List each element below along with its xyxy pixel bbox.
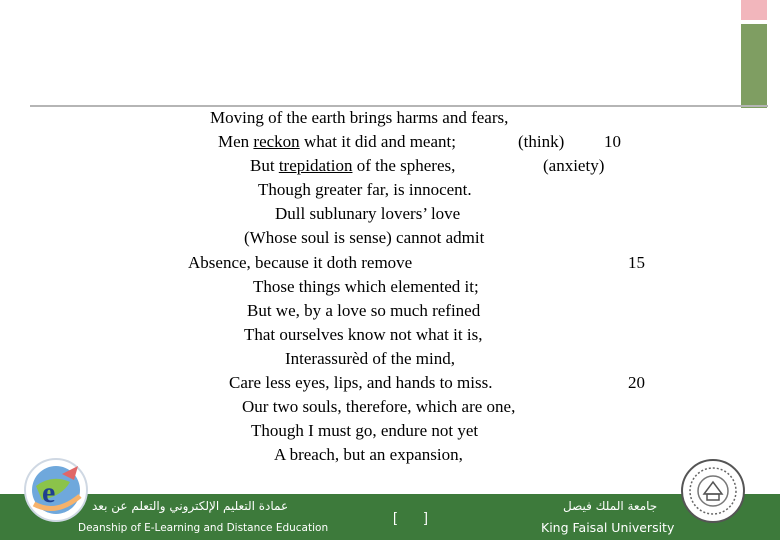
poem-line-11: Interassurèd of the mind, — [285, 349, 455, 368]
poem-line-4: Though greater far, is innocent. — [258, 180, 472, 199]
footer-arabic-deanship: عمادة التعليم الإلكتروني والتعلم عن بعد — [92, 499, 289, 513]
poem-line-15: A breach, but an expansion, — [274, 445, 463, 464]
poem-line-14: Though I must go, endure not yet — [251, 421, 479, 440]
poem-line-9: But we, by a love so much refined — [247, 301, 481, 320]
poem-line-13: Our two souls, therefore, which are one, — [242, 397, 516, 416]
svg-text:e: e — [42, 476, 56, 509]
poem-line-2 — [218, 132, 456, 152]
poem-line-8: Those things which elemented it; — [253, 277, 479, 296]
poem-line-7: Absence, because it doth remove — [188, 253, 413, 272]
accent-green-bar — [741, 24, 767, 108]
underlined-word-trepidation: trepidation — [278, 156, 353, 175]
footer-arabic-university: جامعة الملك فيصل — [563, 499, 658, 513]
poem-line-1: Moving of the earth brings harms and fears, — [210, 108, 509, 127]
poem-line-10: That ourselves know not what it is, — [244, 325, 483, 344]
poem-line-6: (Whose soul is sense) cannot admit — [244, 228, 485, 247]
line-number-20: 20 — [628, 373, 645, 392]
university-seal-icon — [680, 458, 746, 524]
poem-line-2-end: what it did and meant; — [299, 132, 456, 151]
header-divider — [30, 105, 768, 107]
footer-bracket-close: ] — [424, 509, 428, 525]
poem-line-3-end: of the spheres, — [352, 156, 456, 175]
poem-line-2-start: Men — [218, 132, 254, 151]
gloss-anxiety: (anxiety) — [543, 156, 605, 175]
underlined-word-reckon: reckon — [253, 132, 300, 151]
footer-english-university: King Faisal University — [541, 520, 675, 535]
line-number-15: 15 — [628, 253, 645, 272]
footer-english-deanship: Deanship of E-Learning and Distance Education — [78, 522, 329, 534]
footer-bracket-open: [ — [393, 509, 397, 525]
poem-line-3-start: But — [250, 156, 279, 175]
poem-line-3 — [250, 156, 455, 176]
poem-line-12: Care less eyes, lips, and hands to miss. — [229, 373, 493, 392]
line-number-10: 10 — [604, 132, 621, 151]
accent-pink-block — [741, 0, 767, 20]
gloss-think: (think) — [518, 132, 565, 151]
poem-line-5: Dull sublunary lovers’ love — [275, 204, 461, 223]
